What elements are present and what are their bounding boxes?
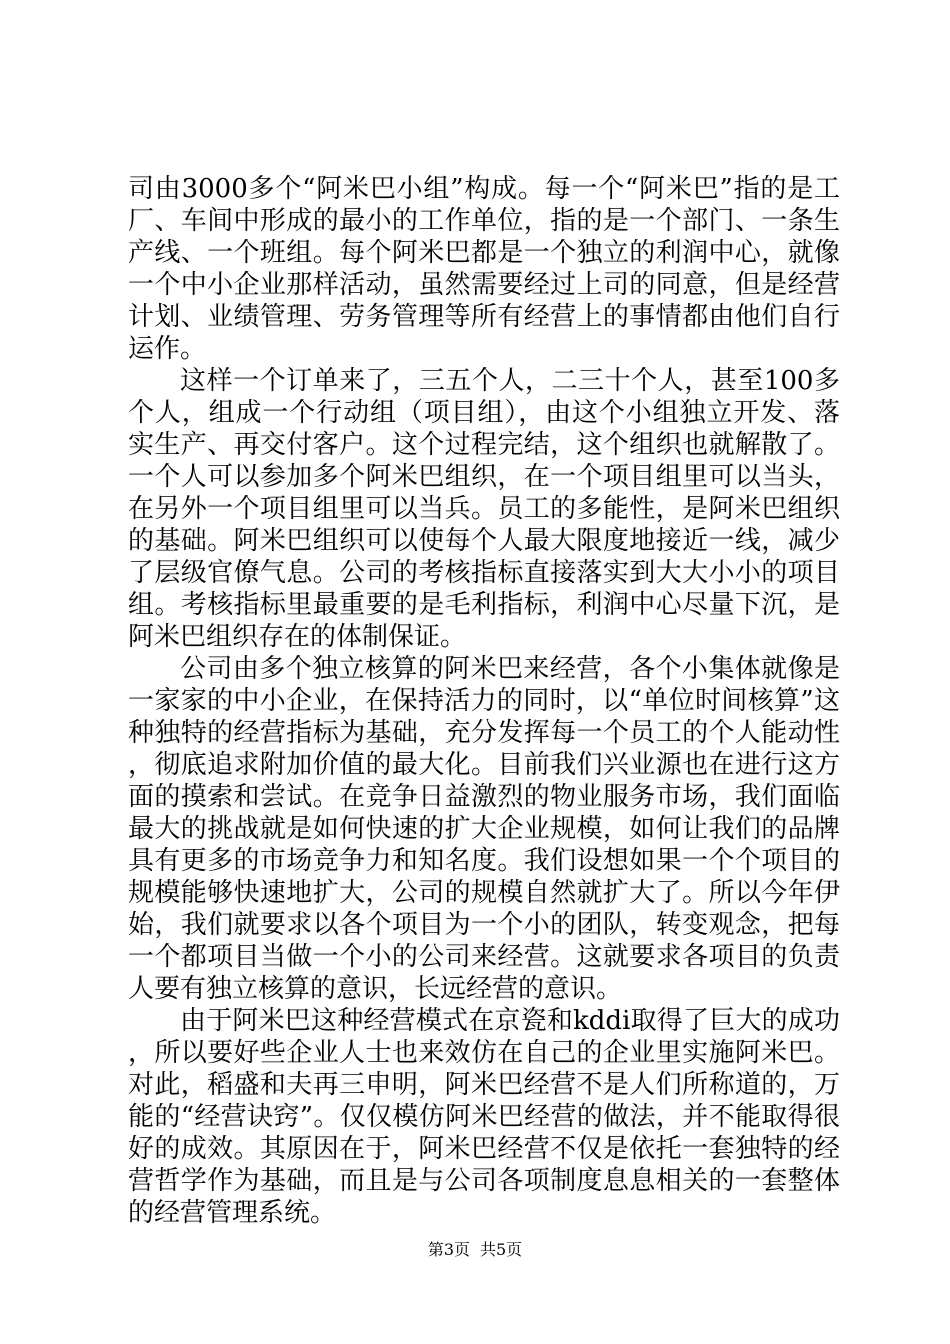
page-number-total: 共5页 bbox=[480, 1240, 523, 1259]
page-footer bbox=[0, 1240, 950, 1260]
document-body bbox=[128, 173, 840, 1229]
page-number-current: 第3页 bbox=[427, 1240, 470, 1259]
paragraph: 由于阿米巴这种经营模式在京瓷和kddi取得了巨大的成功，所以要好些企业人士也来效仿在自己的企业里实施阿米巴。对此，稻盛和夫再三申明，阿米巴经营不是人们所称道的，万能的“经营诀窍”。仅仅模仿阿米巴经营的做法，并不能取得很好的成效。其原因在于，阿米巴经营不仅是依托一套独特的经营哲学作为基础，而且是与公司各项制度息息相关的一套整体的经营管理系统。 bbox=[128, 1006, 840, 1228]
paragraph-continued: 司由3000多个“阿米巴小组”构成。每一个“阿米巴”指的是工厂、车间中形成的最小的工作单位，指的是一个部门、一条生产线、一个班组。每个阿米巴都是一个独立的利润中心，就像一个中小企业那样活动，虽然需要经过上司的同意，但是经营计划、业绩管理、劳务管理等所有经营上的事情都由他们自行运作。 bbox=[128, 174, 840, 364]
paragraph: 公司由多个独立核算的阿米巴来经营，各个小集体就像是一家家的中小企业，在保持活力的同时，以“单位时间核算”这种独特的经营指标为基础，充分发挥每一个员工的个人能动性，彻底追求附加价值的最大化。目前我们兴业源也在进行这方面的摸索和尝试。在竞争日益激烈的物业服务市场，我们面临最大的挑战就是如何快速的扩大企业规模，如何让我们的品牌具有更多的市场竞争力和知名度。我们设想如果一个个项目的规模能够快速地扩大，公司的规模自然就扩大了。所以今年伊始，我们就要求以各个项目为一个小的团队，转变观念，把每一个都项目当做一个小的公司来经营。这就要求各项目的负责人要有独立核算的意识，长远经营的意识。 bbox=[128, 654, 840, 1004]
paragraph: 这样一个订单来了，三五个人，二三十个人，甚至100多个人，组成一个行动组（项目组），由这个小组独立开发、落实生产、再交付客户。这个过程完结，这个组织也就解散了。一个人可以参加多个阿米巴组织，在一个项目组里可以当头，在另外一个项目组里可以当兵。员工的多能性，是阿米巴组织的基础。阿米巴组织可以使每个人最大限度地接近一线，减少了层级官僚气息。公司的考核指标直接落实到大大小小的项目组。考核指标里最重要的是毛利指标，利润中心尽量下沉，是阿米巴组织存在的体制保证。 bbox=[128, 366, 840, 652]
